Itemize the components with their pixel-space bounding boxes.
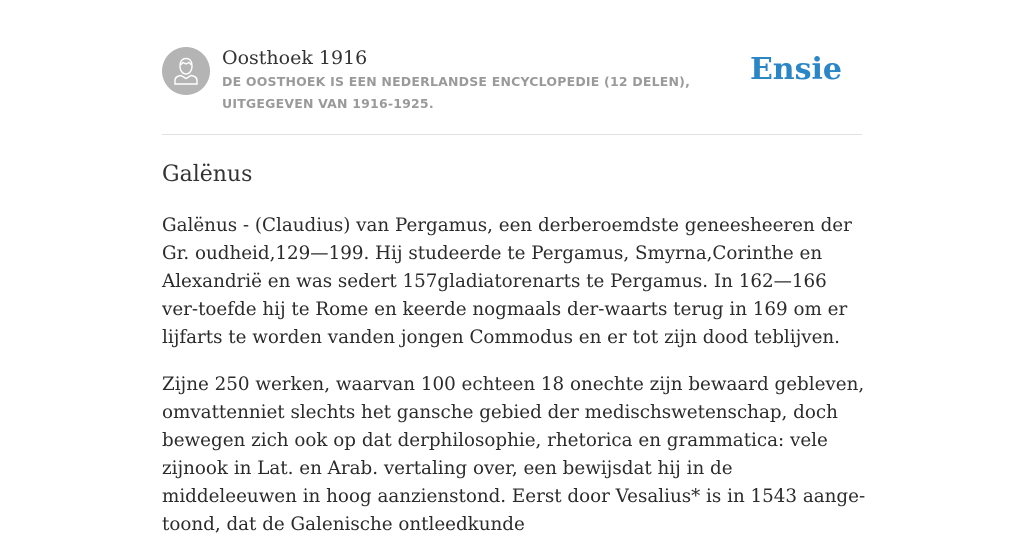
article-title: Galënus	[162, 162, 253, 187]
source-header	[162, 0, 862, 135]
article-paragraph: Galënus - (Claudius) van Pergamus, een derberoemdste geneesheeren der Gr. oudheid,129—199. Hij studeerde te Pergamus, Smyrna,Corinthe en Alexandrië en was sedert 157gladiatorenarts te Pergamus. In 162—166 ver-toefde hij te Rome en keerde nogmaals der-waarts terug in 169 om er lijfarts te worden vanden jongen Commodus en er tot zijn dood teblijven.	[162, 215, 852, 348]
article-body	[162, 212, 867, 558]
source-info	[222, 46, 757, 115]
page-container	[162, 0, 866, 535]
brand-logo[interactable]: Ensie	[749, 52, 842, 87]
source-description: DE OOSTHOEK IS EEN NEDERLANDSE ENCYCLOPEDIE (12 DELEN), UITGEGEVEN VAN 1916-1925.	[222, 74, 691, 111]
article-paragraph: Zijne 250 werken, waarvan 100 echteen 18 onechte zijn bewaard gebleven, omvattenniet slechts het gansche gebied der medischswetenschap, doch bewegen zich ook op dat derphilosophie, rhetorica en grammatica: vele zijnook in Lat. en Arab. vertaling over, een bewijsdat hij in de middeleeuwen in hoog aanzienstond. Eerst door Vesalius* is in 1543 aange-toond, dat de Galenische ontleedkunde	[162, 374, 866, 535]
user-icon[interactable]	[162, 47, 210, 95]
source-title[interactable]: Oosthoek 1916	[222, 47, 368, 69]
